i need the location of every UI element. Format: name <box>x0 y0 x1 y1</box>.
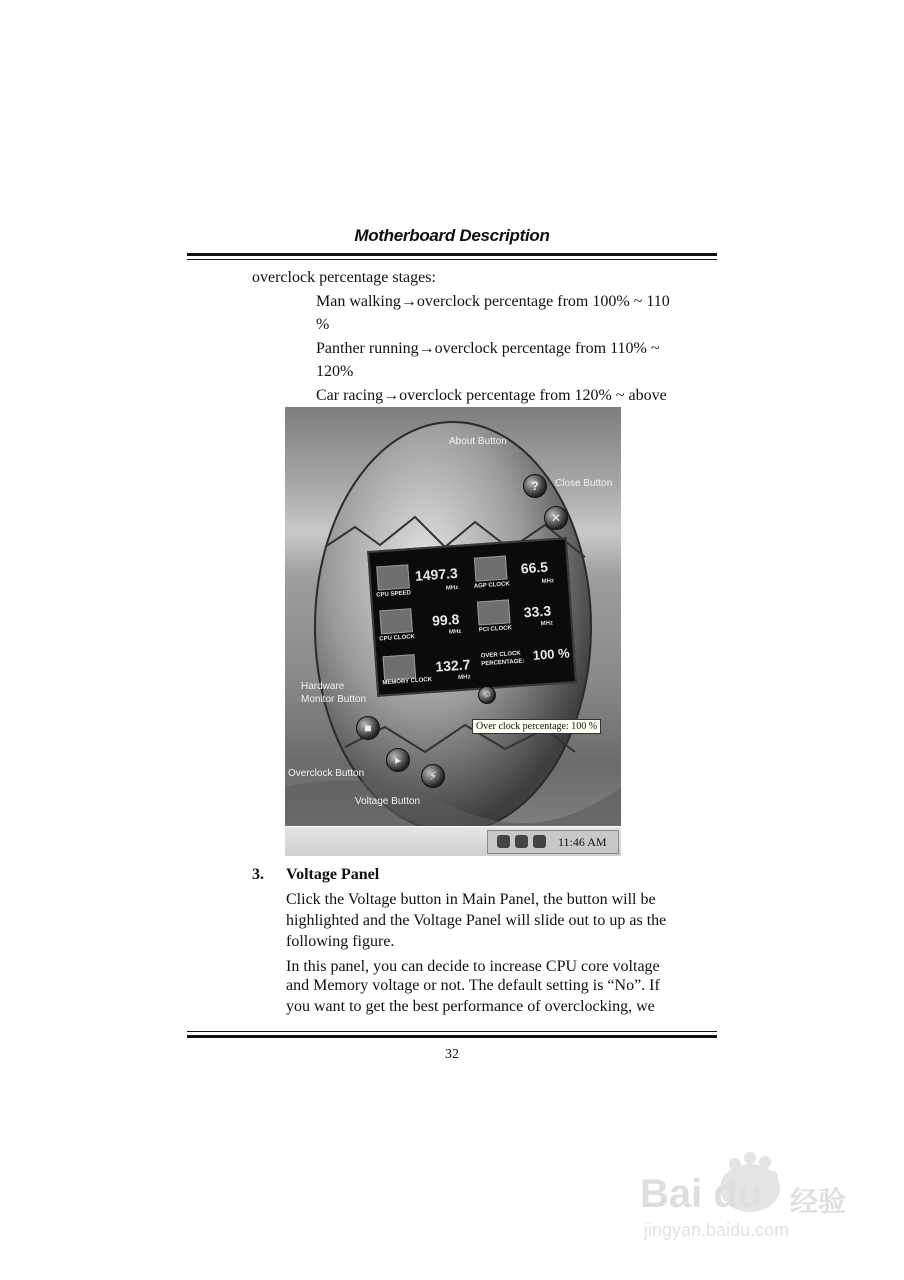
network-tray-icon[interactable] <box>497 835 510 848</box>
about-button-label: About Button <box>449 436 507 447</box>
para2-line1: In this panel, you can decide to increase CPU core voltage <box>286 958 660 975</box>
footer-rule-thin <box>187 1031 717 1032</box>
agp-clock-unit: MHz <box>541 578 555 586</box>
agp-clock-value: 66.5 <box>520 558 549 577</box>
header-rule-thin <box>187 259 717 260</box>
para1-line1: Click the Voltage button in Main Panel, the button will be <box>286 891 656 908</box>
hardware-monitor-label-line2: Monitor Button <box>301 694 367 705</box>
overclock-caption-line1: OVER CLOCK <box>480 650 521 660</box>
memory-clock-caption: MEMORY CLOCK <box>382 676 433 687</box>
page-header-title: Motherboard Description <box>354 226 550 245</box>
cpu-speed-unit: MHz <box>445 584 459 592</box>
stage-walking-line1: Man walking→overclock percentage from 100% ~ 110 <box>316 293 670 310</box>
stage-car-line1: Car racing→overclock percentage from 120% ~ above <box>316 387 667 404</box>
baidu-watermark <box>640 1150 860 1245</box>
overclock-button[interactable]: ▸ <box>386 748 410 772</box>
close-button[interactable]: ✕ <box>544 506 568 530</box>
para1-line2: highlighted and the Voltage Panel will slide out to up as the <box>286 912 667 929</box>
cpu-clock-unit: MHz <box>448 628 462 636</box>
voltage-button[interactable]: ⚡ <box>421 764 445 788</box>
page-number: 32 <box>445 1047 459 1062</box>
cpu-chip-icon <box>376 564 410 590</box>
pci-clock-value: 33.3 <box>523 602 552 621</box>
overclock-caption-line2: PERCENTAGE: <box>481 658 525 668</box>
cpu-clock-icon <box>379 608 413 634</box>
hardware-monitor-label-line1: Hardware <box>301 681 345 692</box>
close-button-label: Close Button <box>555 478 613 489</box>
watermark-cn: 经验 <box>790 1186 847 1217</box>
para2-line3: you want to get the best performance of overclocking, we <box>286 998 655 1015</box>
monitor-tray-icon[interactable] <box>533 835 546 848</box>
stage-panther-line2: 120% <box>316 363 354 380</box>
header-rule-thick <box>187 253 717 256</box>
intro-text: overclock percentage stages: <box>252 269 436 286</box>
stage-walking-line2: % <box>316 316 330 333</box>
memory-module-icon <box>383 654 417 680</box>
section-number: 3. <box>252 866 264 883</box>
hardware-monitor-button[interactable]: ■ <box>356 716 380 740</box>
cpu-speed-value: 1497.3 <box>414 564 459 584</box>
watermark-url: jingyan.baidu.com <box>644 1220 790 1240</box>
overclock-percentage-value: 100 % <box>532 645 571 663</box>
pci-card-icon <box>477 599 511 625</box>
man-walking-icon[interactable]: ☺ <box>478 686 496 704</box>
overclock-tooltip: Over clock percentage: 100 % <box>472 719 601 734</box>
clock-readout-panel <box>367 537 577 697</box>
cpu-clock-value: 99.8 <box>431 610 460 629</box>
taskbar-clock: 11:46 AM <box>558 835 607 849</box>
para1-line3: following figure. <box>286 933 395 950</box>
agp-clock-caption: AGP CLOCK <box>473 581 510 590</box>
voltage-button-label: Voltage Button <box>355 796 421 807</box>
volume-tray-icon[interactable] <box>515 835 528 848</box>
memory-clock-unit: MHz <box>458 674 471 682</box>
footer-rule-thick <box>187 1035 717 1038</box>
agp-card-icon <box>474 555 508 581</box>
memory-clock-value: 132.7 <box>434 656 471 675</box>
watermark-brand: Bai du <box>640 1172 763 1216</box>
pci-clock-unit: MHz <box>540 620 554 628</box>
pci-clock-caption: PCI CLOCK <box>478 625 513 634</box>
cpu-speed-caption: CPU SPEED <box>376 590 412 599</box>
para2-line2: and Memory voltage or not. The default setting is “No”. If <box>286 977 660 994</box>
about-button[interactable]: ? <box>523 474 547 498</box>
overclock-button-label: Overclock Button <box>288 768 365 779</box>
cpu-clock-caption: CPU CLOCK <box>379 634 416 643</box>
section-title: Voltage Panel <box>286 866 380 883</box>
stage-panther-line1: Panther running→overclock percentage from 110% ~ <box>316 340 660 357</box>
